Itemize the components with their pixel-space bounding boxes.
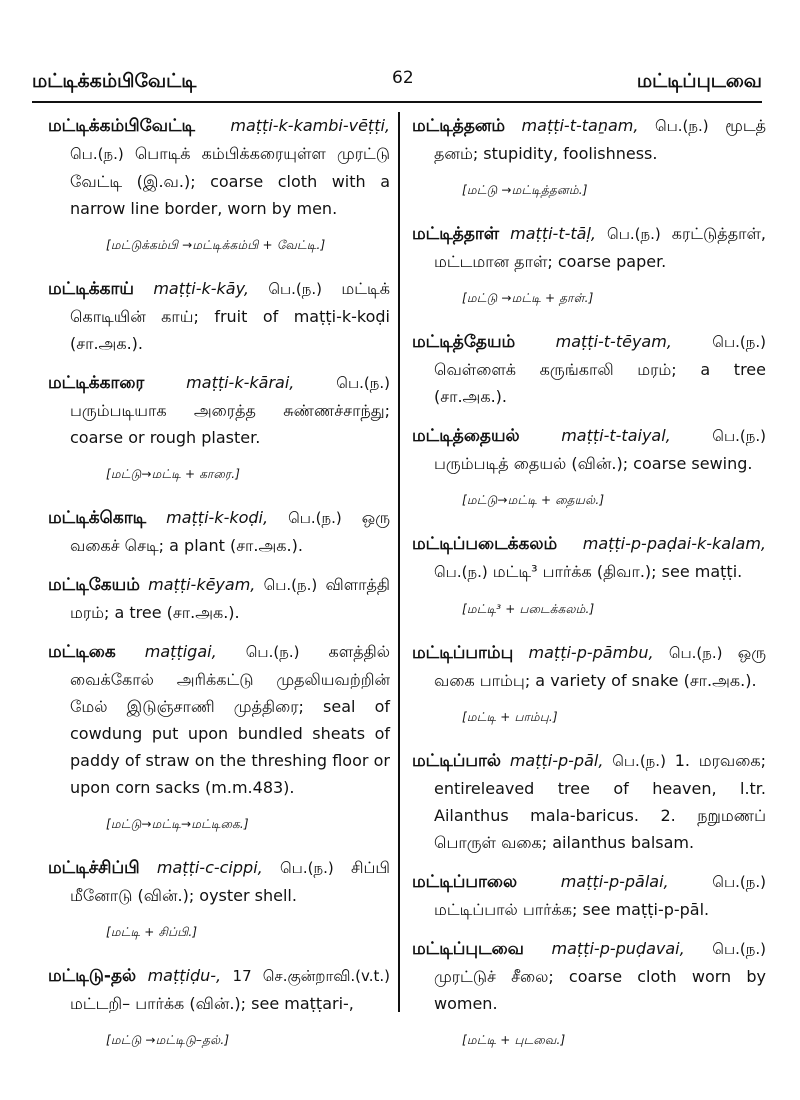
entry-definition: சிப்பி மீனோடு (வின்.); oyster shell. [70,858,391,905]
entry-transliteration: maṭṭi-k-koḍi, [166,508,269,527]
entry-transliteration: maṭṭi-t-taiyal, [561,426,671,445]
entry-etymology: [மட்டுக்கம்பி →மட்டிக்கம்பி + வேட்டி.] [106,238,326,252]
entry-grammar: பெ.(ந.) [712,873,766,891]
entry-definition: மட்டறி– பார்க்க (வின்.); see maṭṭari-, [70,994,354,1013]
dictionary-entry [48,112,390,222]
dictionary-entry [412,935,766,1017]
entry-transliteration: maṭṭi-c-cippi, [156,858,263,877]
entry-headword: மட்டிகேயம் [48,575,140,595]
entry-etymology: [மட்டு →மட்டிடு–தல்.] [106,1033,230,1047]
entry-etymology: [மட்டி + சிப்பி.] [106,925,198,939]
dictionary-entry [48,275,390,357]
entry-spacer [48,626,390,638]
entry-definition: களத்தில் வைக்கோல் அரிக்கட்டு முதலியவற்றின் மேல் இடுஞ்சாணி முத்திரை; seal of cowdung put upon bundled sheats of paddy of straw on the threshing floor or upon corn sacks (m.m.483). [70,642,390,797]
entry-transliteration: maṭṭi-p-pāl, [509,751,604,770]
dictionary-entry [412,328,766,410]
entry-definition: மட்டிப்பால் பார்க்க; see maṭṭi-p-pāl. [434,900,710,919]
entry-transliteration: maṭṭi-k-kambi-vēṭṭi, [230,116,390,135]
entry-definition: முரட்டுச் சீலை; coarse cloth worn by women. [434,967,766,1013]
entry-spacer [412,856,766,868]
dictionary-entry [48,638,390,801]
entry-etymology: [மட்டு→மட்டி + தையல்.] [462,493,605,507]
entry-definition: மட்டிக் கொடியின் காய்; fruit of maṭṭi-k-koḍi (சா.அக.). [70,279,390,353]
entry-grammar: பெ.(ந.) [70,145,124,163]
entry-etymology: [மட்டி³ + படைக்கலம்.] [462,602,595,616]
entry-grammar: பெ.(ந.) [336,374,390,392]
entry-grammar: பெ.(ந.) [654,117,709,135]
entry-transliteration: maṭṭi-p-pāmbu, [528,643,654,662]
dictionary-entry [48,962,390,1017]
entry-headword: மட்டித்தாள் [412,224,500,244]
entry-transliteration: maṭṭi-k-kārai, [186,373,295,392]
entry-headword: மட்டித்தனம் [412,116,506,136]
dictionary-entry [412,220,766,275]
page-header [32,62,762,102]
entry-headword: மட்டிக்கம்பிவேட்டி [48,116,196,136]
entry-grammar: பெ.(ந.) [607,225,661,243]
entry-grammar: பெ.(ந.) [434,563,488,581]
right-column [412,112,766,1070]
entry-definition: விளாத்தி மரம்; a tree (சா.அக.). [70,575,391,622]
entry-definition: பரும்படியாக அரைத்த சுண்ணச்சாந்து; coarse or rough plaster. [70,401,390,447]
entry-headword: மட்டிக்காய் [48,279,134,299]
entry-transliteration: maṭṭi-p-pālai, [560,872,669,891]
entry-headword: மட்டிப்படைக்கலம் [412,534,558,554]
entry-headword: மட்டிக்காரை [48,373,145,393]
entry-headword: மட்டிப்பாலை [412,872,518,892]
entry-headword: மட்டிப்பால் [412,751,502,771]
entry-definition: மூடத் தனம்; stupidity, foolishness. [434,116,766,163]
dictionary-entry [412,747,766,856]
entry-transliteration: maṭṭigai, [144,642,217,661]
entry-headword: மட்டித்தேயம் [412,332,516,352]
entry-etymology: [மட்டு→மட்டி + காரை.] [106,467,241,481]
dictionary-entry [412,422,766,477]
entry-definition: பொடிக் கம்பிக்கரையுள்ள முரட்டு வேட்டி (இ.வ.); coarse cloth with a narrow line border, worn by men. [70,144,391,218]
entry-etymology: [மட்டு→மட்டி→மட்டிகை.] [106,817,249,831]
entry-transliteration: maṭṭi-p-paḍai-k-kalam, [582,534,766,553]
entry-etymology: [மட்டி + புடவை.] [462,1033,566,1047]
header-last-word: மட்டிப்புடவை [636,70,762,92]
entry-headword: மட்டிச்சிப்பி [48,858,140,878]
entry-grammar: பெ.(ந.) [280,859,334,877]
dictionary-entry [412,639,766,694]
entry-etymology: [மட்டு →மட்டி + தாள்.] [462,291,594,305]
header-rule [32,101,762,103]
entry-etymology: [மட்டு →மட்டித்தனம்.] [462,183,588,197]
entry-spacer [412,923,766,935]
column-divider [398,112,400,1012]
entry-transliteration: maṭṭiḍu-, [147,966,222,985]
entry-grammar: பெ.(ந.) [712,427,766,445]
entry-grammar: பெ.(ந.) [268,280,323,298]
entry-grammar: 17 செ.குன்றாவி.(v.t.) [232,967,390,985]
dictionary-entry [412,112,766,167]
page-number: 62 [392,68,414,88]
entry-spacer [412,410,766,422]
entry-headword: மட்டிகை [48,642,116,662]
entry-etymology: [மட்டி + பாம்பு.] [462,710,558,724]
header-first-word: மட்டிக்கம்பிவேட்டி [32,70,197,92]
entry-grammar: பெ.(ந.) [612,752,666,770]
entry-headword: மட்டிக்கொடி [48,508,147,528]
entry-transliteration: maṭṭi-t-taṉam, [521,116,639,135]
entry-spacer [48,559,390,571]
entry-grammar: பெ.(ந.) [288,509,342,527]
entry-headword: மட்டிப்பாம்பு [412,643,514,663]
entry-grammar: பெ.(ந.) [245,643,300,661]
entry-grammar: பெ.(ந.) [712,333,766,351]
dictionary-entry [48,369,390,451]
entry-grammar: பெ.(ந.) [712,940,766,958]
entry-transliteration: maṭṭi-t-tāḷ, [510,224,596,243]
dictionary-entry [48,854,390,909]
dictionary-entry [48,504,390,559]
entry-definition: ஒரு வகைச் செடி; a plant (சா.அக.). [70,508,391,555]
dictionary-entry [48,571,390,626]
entry-transliteration: maṭṭi-k-kāy, [153,279,249,298]
entry-transliteration: maṭṭi-kēyam, [148,575,256,594]
entry-definition: பரும்படித் தையல் (வின்.); coarse sewing. [434,454,753,473]
entry-headword: மட்டிடு-தல் [48,966,137,986]
entry-spacer [48,357,390,369]
entry-definition: வெள்ளைக் கருங்காலி மரம்; a tree (சா.அக.). [434,360,766,406]
entry-grammar: பெ.(ந.) [263,576,318,594]
entry-transliteration: maṭṭi-p-puḍavai, [551,939,685,958]
dictionary-entry [412,530,766,586]
entry-transliteration: maṭṭi-t-tēyam, [555,332,672,351]
left-column [48,112,390,1070]
dictionary-entry [412,868,766,923]
entry-grammar: பெ.(ந.) [668,644,723,662]
entry-headword: மட்டிப்புடவை [412,939,524,959]
entry-definition: 1. மரவகை; entireleaved tree of heaven, l.tr. Ailanthus mala-baricus. 2. நறுமணப் பொருள் வகை; ailanthus balsam. [434,751,766,852]
entry-definition: ஒரு வகை பாம்பு; a variety of snake (சா.அக.). [434,643,767,690]
entry-headword: மட்டித்தையல் [412,426,520,446]
entry-definition: மட்டி³ பார்க்க (திவா.); see maṭṭi. [492,562,743,581]
entry-definition: கரட்டுத்தாள், மட்டமான தாள்; coarse paper. [434,224,767,271]
